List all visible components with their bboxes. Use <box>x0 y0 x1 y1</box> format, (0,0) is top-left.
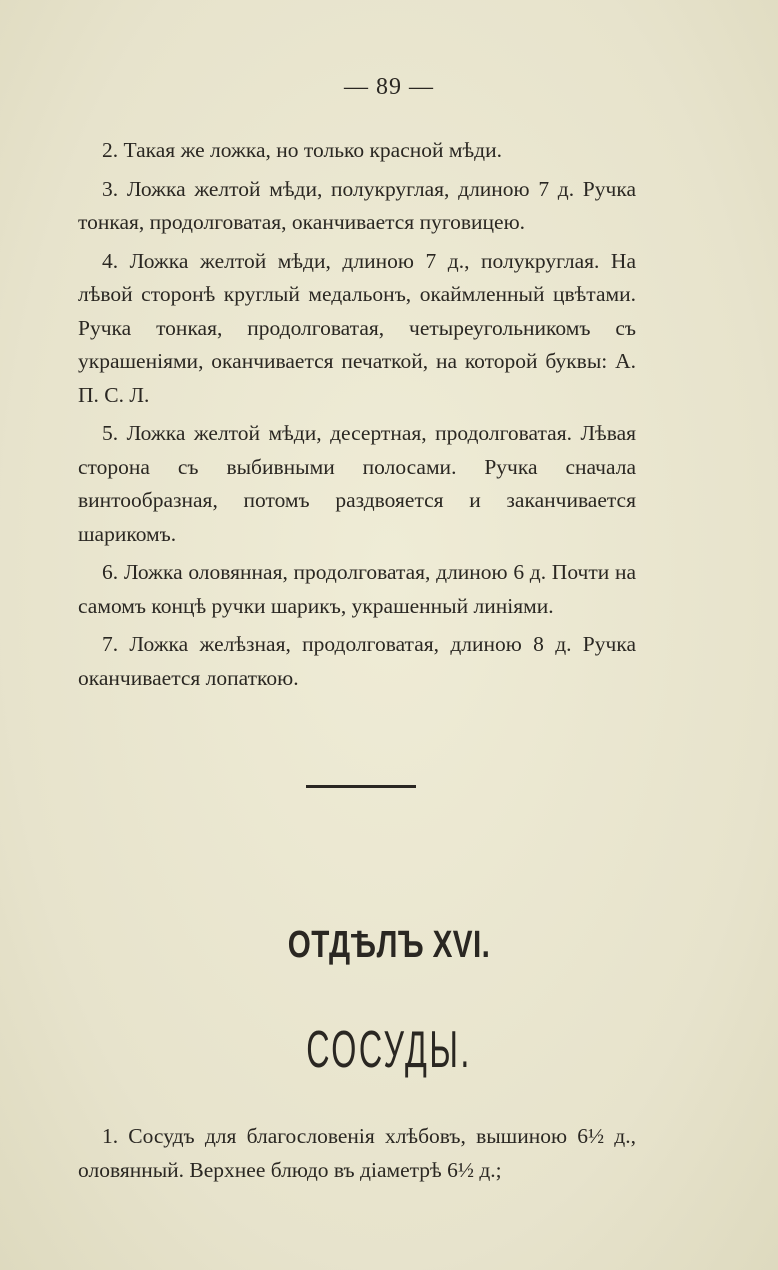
item-paragraph-4: 4. Ложка желтой мѣди, длиною 7 д., полукруглая. На лѣвой сторонѣ круглый медальонъ, окаймленный цвѣтами. Ручка тонкая, продолговатая, четыреугольникомъ съ украшеніями, оканчивается печаткой, на которой буквы: А. П. С. Л. <box>78 248 636 407</box>
item-paragraph-3: 3. Ложка желтой мѣди, полукруглая, длиною 7 д. Ручка тонкая, продолговатая, оканчивается пуговицею. <box>78 176 636 234</box>
item-paragraph-2: 2. Такая же ложка, но только красной мѣди. <box>102 138 503 162</box>
item-paragraph-6: 6. Ложка оловянная, продолговатая, длиною 6 д. Почти на самомъ концѣ ручки шарикъ, украшенный линіями. <box>78 560 636 618</box>
vessel-paragraph-1: 1. Сосудъ для благословенія хлѣбовъ, вышиною 6½ д., оловянный. Верхнее блюдо въ діаметрѣ 6½ д.; <box>78 1124 636 1182</box>
subsection-title: СОСУДЫ. <box>306 1021 472 1079</box>
section-divider <box>306 785 416 788</box>
section-title: ОТДѢЛЪ XVI. <box>287 924 491 966</box>
item-list <box>78 134 636 695</box>
vessel-list <box>78 1120 636 1187</box>
item-paragraph-5: 5. Ложка желтой мѣди, десертная, продолговатая. Лѣвая сторона съ выбивными полосами. Ручка сначала винтообразная, потомъ раздвояется и заканчивается шарикомъ. <box>78 421 636 546</box>
page-number: — 89 — <box>344 74 434 100</box>
item-paragraph-7: 7. Ложка желѣзная, продолговатая, длиною 8 д. Ручка оканчивается лопаткою. <box>78 632 636 690</box>
